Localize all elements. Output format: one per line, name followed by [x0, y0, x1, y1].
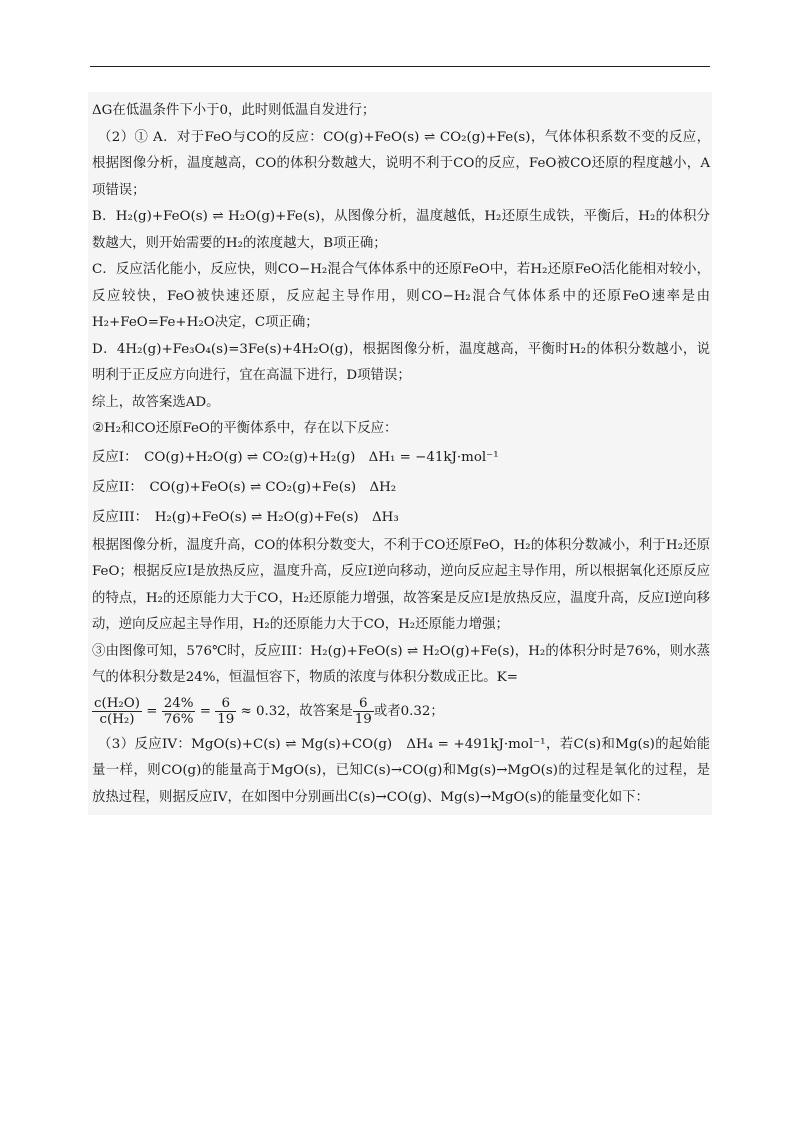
part-2-b: B．H₂(g)+FeO(s) ⇌ H₂O(g)+Fe(s)，从图像分析，温度越低，H₂还原生成铁，平衡后，H₂的体积分数越大，则开始需要的H₂的浓度越大，B项正确；: [92, 209, 710, 251]
answer-body: [88, 92, 712, 815]
header-rule: [90, 66, 710, 67]
fraction-answer: $\frac{6}{19}$: [354, 695, 372, 727]
fraction-cH2O-cH2: $\frac{\text{c(H₂O)}}{\text{c(H₂)}}$: [94, 695, 140, 727]
reaction-1: 反应I： CO(g)+H₂O(g) ⇌ CO₂(g)+H₂(g) ΔH₁ = −41kJ·mol⁻¹: [92, 449, 499, 465]
part-2-a: （2）① A．对于FeO与CO的反应：CO(g)+FeO(s) ⇌ CO₂(g)+Fe(s)，气体体积系数不变的反应，根据图像分析，温度越高，CO的体积分数越大，说明不利于CO的反应，FeO被CO还原的程度越小，A项错误；: [92, 129, 710, 198]
summary-line: 综上，故答案选AD。: [92, 394, 220, 410]
part-3: （3）反应IV：MgO(s)+C(s) ⇌ Mg(s)+CO(g) ΔH₄ = +491kJ·mol⁻¹，若C(s)和Mg(s)的起始能量一样，则CO(g)的能量高于MgO(s)，已知C(s)→CO(g)和Mg(s)→MgO(s)的过程是氧化的过程，是放热过程，则据反应IV，在如图中分别画出C(s)→CO(g)、Mg(s)→MgO(s)的能量变化如下：: [92, 736, 710, 805]
analysis-paragraph: 根据图像分析，温度升高，CO的体积分数变大，不利于CO还原FeO，H₂的体积分数减小，利于H₂还原FeO；根据反应I是放热反应，温度升高，反应I逆向移动，逆向反应起主导作用，所以根据氧化还原反应的特点，H₂的还原能力大于CO，H₂还原能力增强，故答案是反应I是放热反应，温度升高，反应I逆向移动，逆向反应起主导作用，H₂的还原能力大于CO，H₂还原能力增强；: [92, 537, 710, 632]
fraction-6-19: $\frac{6}{19}$: [217, 695, 235, 727]
part-2-3: ③由图像可知，576℃时，反应III：H₂(g)+FeO(s) ⇌ H₂O(g)+Fe(s)，H₂的体积分时是76%，则水蒸气的体积分数是24%，恒温恒容下，物质的浓度与体积分数成正比。K=: [92, 643, 710, 685]
k-equation: $\frac{\text{c(H₂O)}}{\text{c(H₂)}}$ = $\frac{24\%}{76\%}$ = $\frac{6}{19}$ ≈ 0.32，故答案是 $\frac{6}{19}$ 或者0.32；: [94, 695, 444, 727]
line-dg: ΔG在低温条件下小于0，此时则低温自发进行；: [92, 103, 376, 118]
fraction-24-76: $\frac{24\%}{76\%}$: [163, 695, 194, 727]
part-2-c: C．反应活化能小，反应快，则CO−H₂混合气体体系中的还原FeO中，若H₂还原FeO活化能相对较小，反应较快，FeO被快速还原，反应起主导作用，则CO−H₂混合气体体系中的还原FeO速率是由H₂+FeO=Fe+H₂O决定，C项正确；: [92, 262, 710, 330]
part-2-d: D．4H₂(g)+Fe₃O₄(s)=3Fe(s)+4H₂O(g)，根据图像分析，温度越高，平衡时H₂的体积分数越小，说明利于正反应方向进行，宜在高温下进行，D项错误；: [92, 341, 710, 383]
part-2-2-intro: ②H₂和CO还原FeO的平衡体系中，存在以下反应：: [92, 421, 398, 436]
reaction-2: 反应II： CO(g)+FeO(s) ⇌ CO₂(g)+Fe(s) ΔH₂: [92, 479, 397, 495]
reaction-3: 反应III： H₂(g)+FeO(s) ⇌ H₂O(g)+Fe(s) ΔH₃: [92, 509, 399, 525]
